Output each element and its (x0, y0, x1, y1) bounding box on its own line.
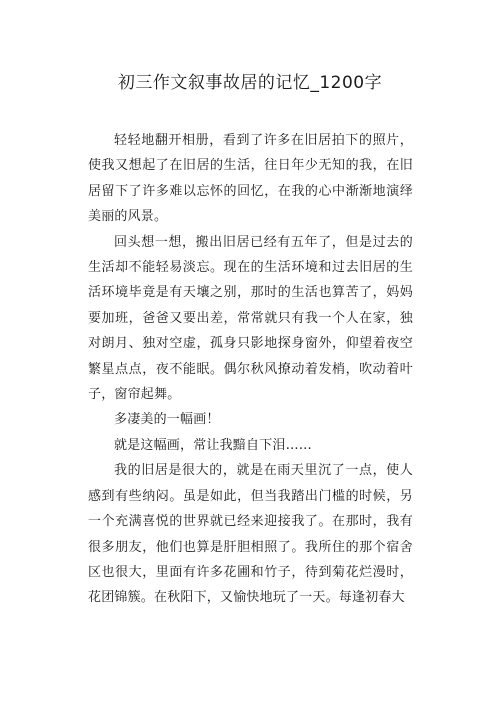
paragraph: 就是这幅画，常让我黯自下泪…… (114, 437, 313, 453)
paragraph: 轻轻地翻开相册，看到了许多在旧居拍下的照片，使我又想起了在旧居的生活，往日年少无知的我，在旧居留下了许多难以忘怀的回忆，在我的心中渐渐地演绎美丽的风景。 (88, 133, 413, 225)
document-body (88, 128, 413, 611)
paragraph: 我的旧居是很大的，就是在雨天里沉了一点，使人感到有些纳闷。虽是如此，但当我踏出门槛的时候，另一个充满喜悦的世界就已经来迎接我了。在那时，我有很多朋友，他们也算是肝胆相照了。我所住的那个宿舍区也很大，里面有许多花圃和竹子，待到菊花烂漫时，花团锦簇。在秋阳下，又愉快地玩了一天。每逢初春大 (88, 463, 413, 606)
document-title: 初三作文叙事故居的记忆_1200字 (117, 73, 383, 93)
paragraph: 多凄美的一幅画！ (114, 412, 220, 428)
paragraph: 回头想一想，搬出旧居已经有五年了，但是过去的生活却不能轻易淡忘。现在的生活环境和过去旧居的生活环境毕竟是有天壤之别，那时的生活也算苦了，妈妈要加班，爸爸又要出差，常常就只有我一个人在家，独对朗月、独对空虚，孤身只影地探身窗外，仰望着夜空繁星点点，夜不能眠。偶尔秋风撩动着发梢，吹动着叶子，窗帘起舞。 (88, 234, 413, 403)
